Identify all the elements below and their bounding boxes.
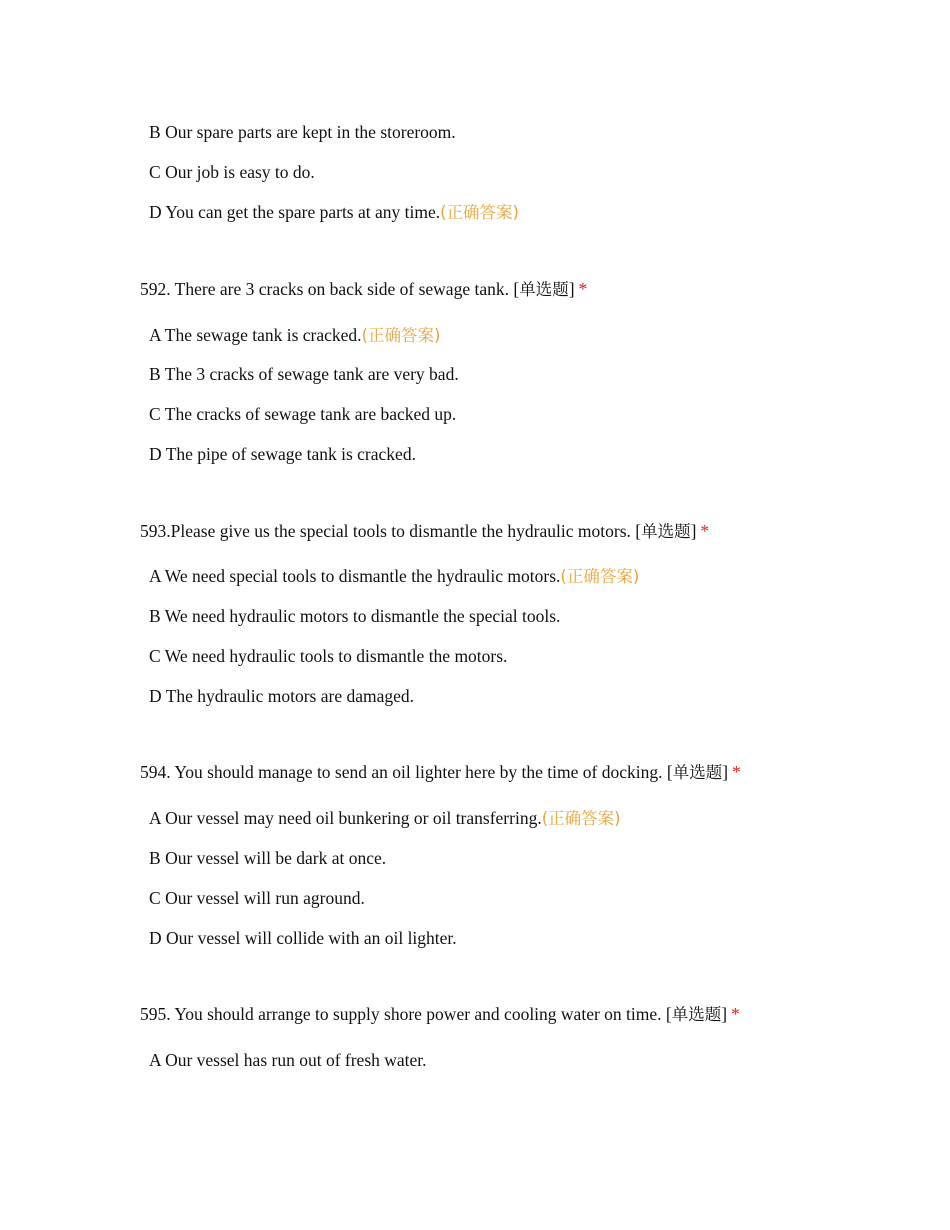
required-mark: * — [700, 521, 710, 541]
option-text: The pipe of sewage tank is cracked. — [165, 444, 416, 464]
option-letter: C — [149, 404, 161, 424]
option-text: Our job is easy to do. — [165, 162, 315, 182]
option-text: The sewage tank is cracked. — [164, 325, 362, 345]
question-592 — [140, 278, 587, 301]
question-type-close: ] — [722, 762, 729, 782]
option-593-d[interactable] — [149, 685, 414, 707]
correct-answer-tag: (正确答案) — [560, 567, 640, 586]
option-591-c[interactable] — [149, 161, 315, 183]
option-letter: A — [149, 325, 161, 345]
question-type: 单选题 — [519, 280, 569, 299]
option-letter: A — [149, 808, 161, 828]
option-592-d[interactable] — [149, 443, 416, 465]
option-text: Our spare parts are kept in the storeroom. — [165, 122, 456, 142]
option-594-c[interactable] — [149, 887, 365, 909]
option-text: Our vessel will run aground. — [165, 888, 365, 908]
option-letter: D — [149, 686, 162, 706]
question-type-close: ] — [721, 1004, 728, 1024]
question-text: 594. You should manage to send an oil lighter here by the time of docking. [ — [140, 762, 673, 782]
option-595-a[interactable] — [149, 1049, 427, 1071]
option-letter: B — [149, 364, 161, 384]
option-591-d[interactable] — [149, 201, 519, 224]
question-text: 592. There are 3 cracks on back side of sewage tank. [ — [140, 279, 520, 299]
option-text: The hydraulic motors are damaged. — [165, 686, 415, 706]
option-text: You can get the spare parts at any time. — [165, 202, 441, 222]
option-text: We need hydraulic motors to dismantle the special tools. — [164, 606, 561, 626]
option-591-b[interactable] — [149, 121, 456, 143]
option-letter: C — [149, 646, 161, 666]
option-593-b[interactable] — [149, 605, 560, 627]
question-594 — [140, 761, 741, 784]
option-592-c[interactable] — [149, 403, 456, 425]
option-592-b[interactable] — [149, 363, 459, 385]
option-letter: D — [149, 444, 162, 464]
correct-answer-tag: (正确答案) — [440, 203, 519, 222]
option-letter: A — [149, 566, 161, 586]
required-mark: * — [578, 279, 588, 299]
option-text: Our vessel has run out of fresh water. — [165, 1050, 427, 1070]
option-text: Our vessel may need oil bunkering or oil transferring. — [165, 808, 542, 828]
option-594-b[interactable] — [149, 847, 386, 869]
question-type-close: ] — [690, 521, 697, 541]
option-594-d[interactable] — [149, 927, 457, 949]
required-mark: * — [731, 1004, 740, 1024]
question-595 — [140, 1003, 740, 1026]
required-mark: * — [732, 762, 741, 782]
option-593-c[interactable] — [149, 645, 507, 667]
option-text: The 3 cracks of sewage tank are very bad. — [164, 364, 459, 384]
question-text: 593.Please give us the special tools to dismantle the hydraulic motors. [ — [140, 521, 642, 541]
option-593-a[interactable] — [149, 565, 639, 588]
option-letter: B — [149, 606, 161, 626]
question-593 — [140, 520, 709, 543]
option-letter: C — [149, 162, 161, 182]
option-letter: D — [149, 928, 162, 948]
option-text: Our vessel will be dark at once. — [165, 848, 387, 868]
question-type: 单选题 — [641, 522, 691, 541]
option-letter: B — [149, 122, 161, 142]
option-text: The cracks of sewage tank are backed up. — [164, 404, 457, 424]
option-text: We need hydraulic tools to dismantle the motors. — [164, 646, 508, 666]
option-letter: A — [149, 1050, 161, 1070]
option-594-a[interactable] — [149, 807, 621, 830]
option-text: We need special tools to dismantle the hydraulic motors. — [164, 566, 561, 586]
correct-answer-tag: (正确答案) — [541, 809, 621, 828]
question-type: 单选题 — [671, 1005, 722, 1024]
option-letter: B — [149, 848, 161, 868]
option-text: Our vessel will collide with an oil lighter. — [166, 928, 457, 948]
option-letter: C — [149, 888, 161, 908]
question-type: 单选题 — [672, 763, 723, 782]
option-592-a[interactable] — [149, 324, 440, 347]
question-type-close: ] — [568, 279, 575, 299]
correct-answer-tag: (正确答案) — [361, 326, 441, 345]
option-letter: D — [149, 202, 162, 222]
question-text: 595. You should arrange to supply shore power and cooling water on time. [ — [140, 1004, 672, 1024]
